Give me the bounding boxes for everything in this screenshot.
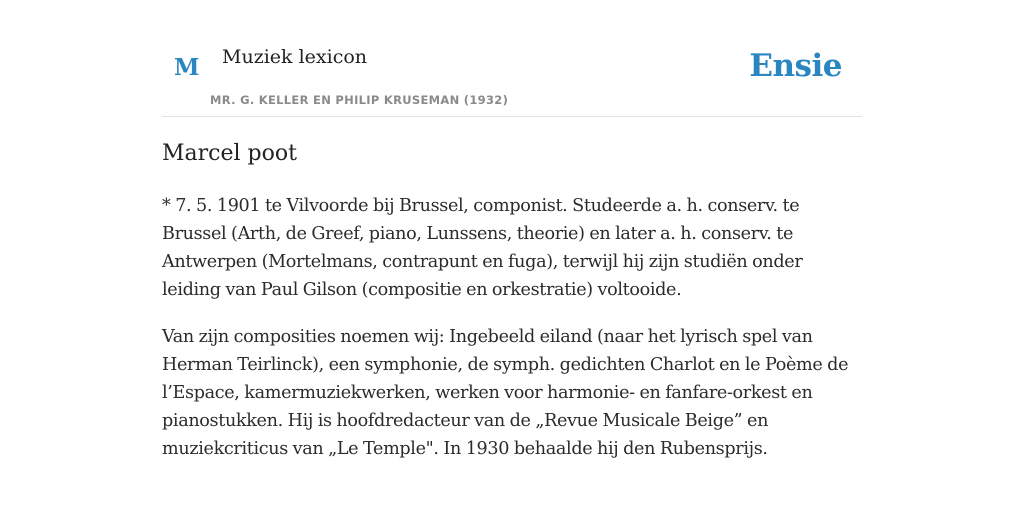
entry-paragraph: Van zijn composities noemen wij: Ingebeeld eiland (naar het lyrisch spel van Herman Teirlinck), een symphonie, de symph. gedichten Charlot en le Poème de l’Espace, kamermuziekwerken, werken voor harmonie- en fanfare-orkest en pianostukken. Hij is hoofdredacteur van de „Revue Musicale Beige” en muziekcriticus van „Le Temple". In 1930 behaalde hij den Rubensprijs.	[162, 327, 849, 459]
lexicon-title-link[interactable]: Muziek lexicon	[222, 46, 368, 68]
lexicon-logo-icon[interactable]: M	[174, 54, 200, 81]
header	[162, 0, 862, 117]
lexicon-authors: MR. G. KELLER EN PHILIP KRUSEMAN (1932)	[210, 93, 509, 107]
entry-title: Marcel poot	[162, 141, 297, 166]
entry-content	[162, 138, 862, 482]
entry-paragraph: * 7. 5. 1901 te Vilvoorde bij Brussel, componist. Studeerde a. h. conserv. te Brussel (Arth, de Greef, piano, Lunssens, theorie) en later a. h. conserv. te Antwerpen (Mortelmans, contrapunt en fuga), terwijl hij zijn studiën onder leiding van Paul Gilson (compositie en orkestratie) voltooide.	[162, 196, 803, 300]
ensie-logo[interactable]: Ensie	[749, 48, 842, 84]
